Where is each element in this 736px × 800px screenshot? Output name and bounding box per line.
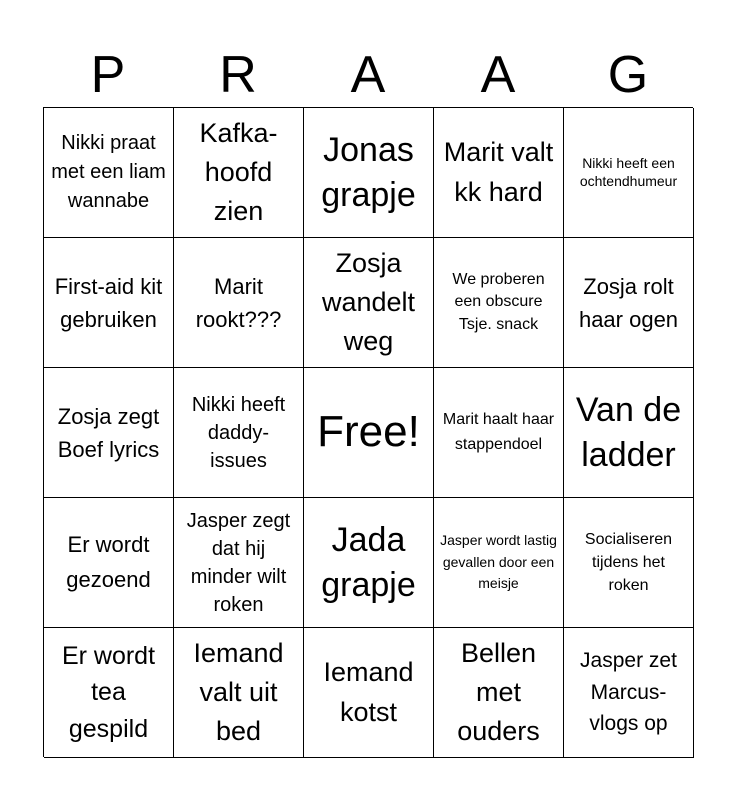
cell-text: Bellen met ouders <box>457 637 540 747</box>
cell-text: Nikki heeft een ochtendhumeur <box>579 155 678 189</box>
bingo-cell[interactable] <box>44 498 174 628</box>
bingo-cell[interactable] <box>434 498 564 628</box>
header-letter-a: A <box>350 46 386 104</box>
header-letter-a-2: A <box>480 46 516 104</box>
bingo-cell[interactable] <box>304 628 434 758</box>
cell-text: Socialiseren tijdens het roken <box>584 530 673 595</box>
cell-text: Jasper zet Marcus-vlogs op <box>580 649 677 736</box>
bingo-cell[interactable] <box>44 368 174 498</box>
cell-text: Jasper zegt dat hij minder wilt roken <box>186 509 291 616</box>
bingo-cell[interactable] <box>564 368 694 498</box>
bingo-cell[interactable] <box>304 498 434 628</box>
cell-text: Er wordt gezoend <box>66 532 151 592</box>
bingo-header <box>43 42 693 108</box>
cell-text: Zosja zegt Boef lyrics <box>57 403 160 462</box>
cell-text: Iemand valt uit bed <box>193 637 284 747</box>
bingo-cell[interactable] <box>564 498 694 628</box>
bingo-cell[interactable] <box>174 108 304 238</box>
bingo-cell[interactable] <box>44 238 174 368</box>
header-letter-r: R <box>219 46 257 104</box>
cell-text: Jasper wordt lastig gevallen door een meisje <box>440 531 557 592</box>
bingo-cell[interactable] <box>44 108 174 238</box>
bingo-cell[interactable] <box>304 108 434 238</box>
bingo-cell[interactable] <box>434 628 564 758</box>
bingo-cell[interactable] <box>564 628 694 758</box>
bingo-cell[interactable] <box>174 628 304 758</box>
cell-text: Marit rookt??? <box>195 273 282 332</box>
cell-text: Van de ladder <box>575 391 682 474</box>
bingo-cell[interactable] <box>564 108 694 238</box>
bingo-cell[interactable] <box>44 628 174 758</box>
bingo-grid <box>43 107 693 757</box>
bingo-cell free-space[interactable] <box>304 368 434 498</box>
cell-text: Marit haalt haar stappendoel <box>442 410 555 453</box>
header-letter-g: G <box>607 46 649 104</box>
cell-text: Jada grapje <box>321 521 416 604</box>
cell-text: Nikki heeft daddy-issues <box>191 393 286 472</box>
cell-text: Zosja rolt haar ogen <box>578 273 679 332</box>
bingo-cell[interactable] <box>434 238 564 368</box>
cell-text: Kafka-hoofd zien <box>199 117 278 227</box>
bingo-cell[interactable] <box>564 238 694 368</box>
cell-text: We proberen een obscure Tsje. snack <box>452 270 545 333</box>
cell-text: Marit valt kk hard <box>443 137 554 207</box>
cell-text: Nikki praat met een liam wannabe <box>51 132 166 212</box>
bingo-cell[interactable] <box>174 498 304 628</box>
cell-text: First-aid kit gebruiken <box>54 273 163 332</box>
bingo-cell[interactable] <box>434 368 564 498</box>
cell-text: Jonas grapje <box>321 131 416 214</box>
bingo-cell[interactable] <box>304 238 434 368</box>
cell-text: Iemand kotst <box>323 657 414 727</box>
bingo-cell[interactable] <box>434 108 564 238</box>
free-space-text: Free! <box>317 407 420 457</box>
bingo-cell[interactable] <box>174 238 304 368</box>
header-letter-p: P <box>90 46 126 104</box>
bingo-cell[interactable] <box>174 368 304 498</box>
cell-text: Er wordt tea gespild <box>61 642 156 743</box>
cell-text: Zosja wandelt weg <box>321 247 416 357</box>
